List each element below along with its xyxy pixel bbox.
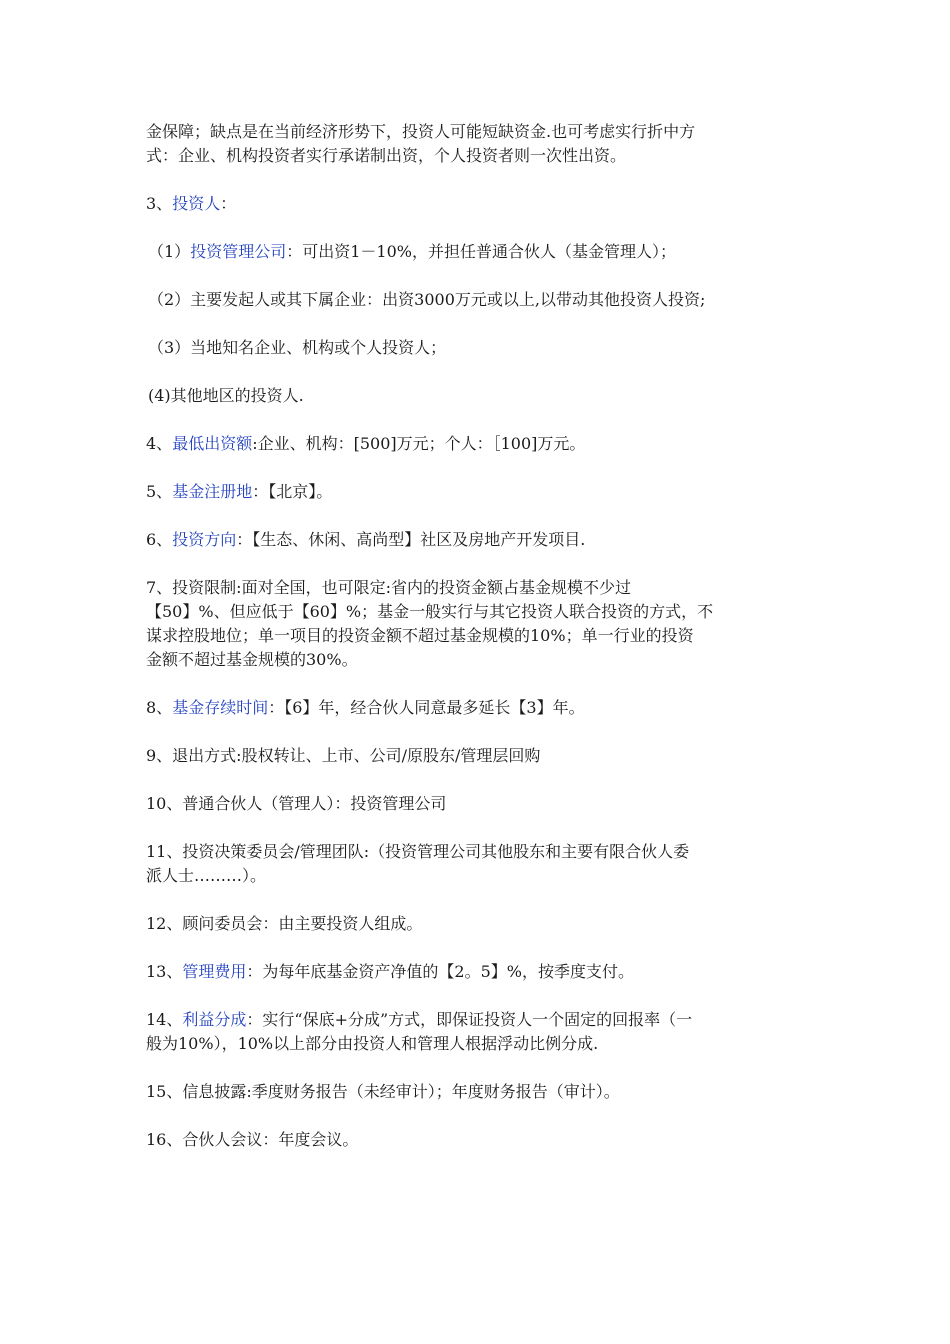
item-number: 4、 [146,434,173,453]
item-4-minimum-contribution [146,432,812,456]
sub-text: (4)其他地区的投资人. [148,386,304,405]
fund-registration-link[interactable]: 基金注册地 [172,482,253,501]
item-text: ：【生态、休闲、高尚型】社区及房地产开发项目. [236,530,586,549]
document-page [146,120,812,1176]
item-11-investment-committee [146,840,812,888]
item-text: ：【北京】。 [252,482,333,501]
item-number: 3、 [146,194,173,213]
item-text: :企业、机构：[500]万元；个人：［100]万元。 [252,434,586,453]
sub-number: （1） [148,242,191,261]
item-14-profit-sharing [146,1008,812,1056]
item-15-disclosure [146,1080,812,1104]
investment-management-company-link[interactable]: 投资管理公司 [190,242,287,261]
sub-text: （2）主要发起人或其下属企业：出资3000万元或以上,以带动其他投资人投资; [148,290,706,309]
item-text: ：【6】年，经合伙人同意最多延长【3】年。 [268,698,585,717]
item-text: ：为每年底基金资产净值的【2。5】%，按季度支付。 [246,962,634,981]
item-9-exit-methods [146,744,812,768]
management-fee-link[interactable]: 管理费用 [182,962,247,981]
item-8-fund-duration [146,696,812,720]
item-text: 10、普通合伙人（管理人）：投资管理公司 [146,794,447,813]
item-text: 12、顾问委员会：由主要投资人组成。 [146,914,423,933]
item-7-line-3: 谋求控股地位；单一项目的投资金额不超过基金规模的10%；单一行业的投资 [146,626,694,645]
item-text: 16、合伙人会议：年度会议。 [146,1130,359,1149]
item-5-fund-registration [146,480,812,504]
item-3-sub-1 [148,240,812,264]
item-3-sub-3 [148,336,812,360]
item-number: 8、 [146,698,173,717]
item-3-sub-4 [148,384,812,408]
item-7-line-2: 【50】%、但应低于【60】%；基金一般实行与其它投资人联合投资的方式，不 [146,602,714,621]
item-7-line-4: 金额不超过基金规模的30%。 [146,650,358,669]
sub-text: （3）当地知名企业、机构或个人投资人； [148,338,447,357]
item-3-investors [146,192,812,216]
item-12-advisory-committee [146,912,812,936]
item-11-line-1: 11、投资决策委员会/管理团队:（投资管理公司其他股东和主要有限合伙人委 [146,842,690,861]
item-text: ： [220,194,237,213]
item-number: 5、 [146,482,173,501]
item-13-management-fee [146,960,812,984]
item-16-partner-meeting [146,1128,812,1152]
item-3-sub-2 [148,288,812,312]
minimum-contribution-link[interactable]: 最低出资额 [172,434,253,453]
item-6-investment-direction [146,528,812,552]
intro-paragraph [146,120,812,168]
item-number: 13、 [146,962,183,981]
sub-text: ：可出资1－10%，并担任普通合伙人（基金管理人）； [286,242,676,261]
investment-direction-link[interactable]: 投资方向 [172,530,237,549]
item-number: 14、 [146,1010,183,1029]
profit-sharing-link[interactable]: 利益分成 [182,1010,247,1029]
investors-link[interactable]: 投资人 [172,194,221,213]
item-text: ：实行“保底+分成”方式，即保证投资人一个固定的回报率（一 [246,1010,693,1029]
item-7-investment-limits [146,576,812,672]
item-number: 6、 [146,530,173,549]
item-11-line-2: 派人士………）。 [146,866,267,885]
intro-line-2: 式：企业、机构投资者实行承诺制出资，个人投资者则一次性出资。 [146,146,627,165]
item-14-line-2: 般为10%），10%以上部分由投资人和管理人根据浮动比例分成. [146,1034,599,1053]
fund-duration-link[interactable]: 基金存续时间 [172,698,269,717]
item-7-line-1: 7、投资限制:面对全国，也可限定:省内的投资金额占基金规模不少过 [146,578,631,597]
item-10-general-partner [146,792,812,816]
item-text: 15、信息披露:季度财务报告（未经审计）；年度财务报告（审计）。 [146,1082,620,1101]
intro-line-1: 金保障；缺点是在当前经济形势下，投资人可能短缺资金.也可考虑实行折中方 [146,122,696,141]
item-text: 9、退出方式:股权转让、上市、公司/原股东/管理层回购 [146,746,541,765]
